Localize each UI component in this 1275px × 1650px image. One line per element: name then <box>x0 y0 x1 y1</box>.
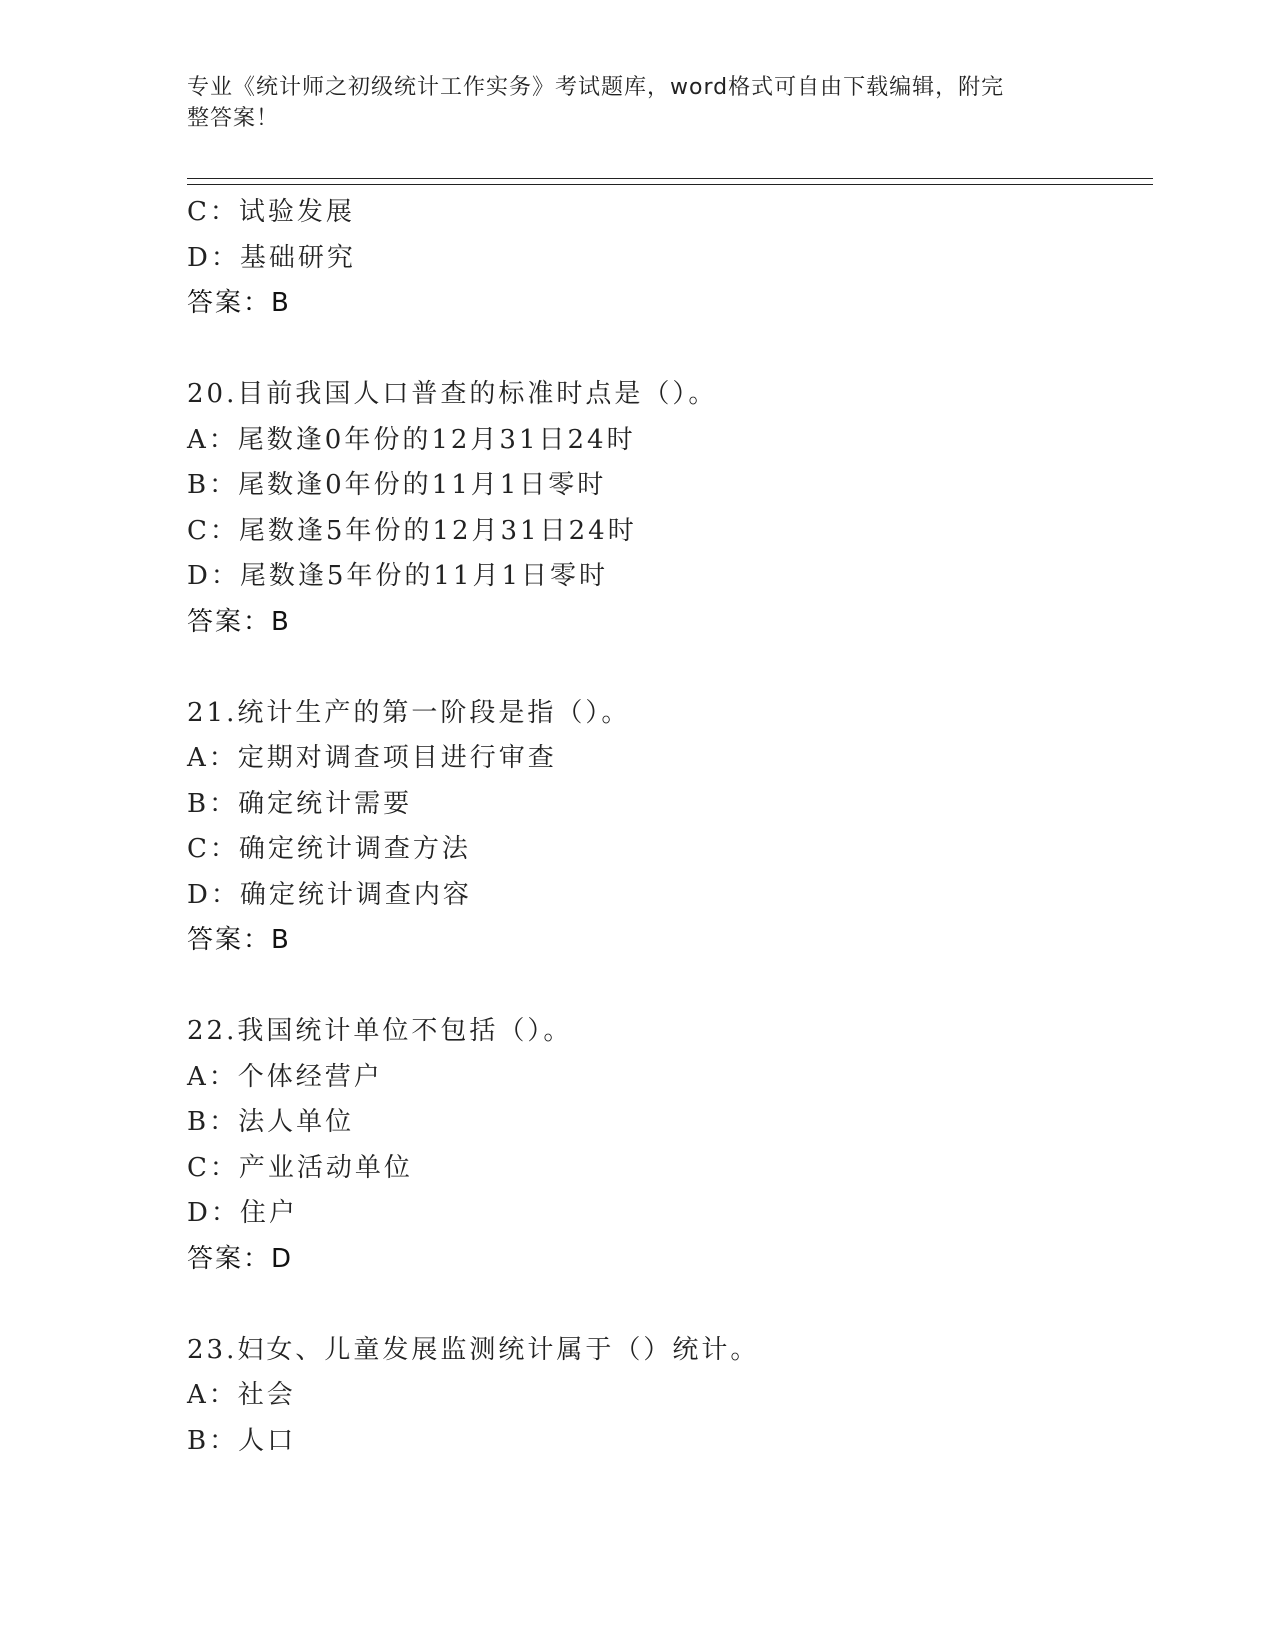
option-c: C：产业活动单位 <box>187 1152 413 1183</box>
spacer <box>187 964 1147 1010</box>
answer-line: 答案：B <box>187 288 291 318</box>
page-header <box>187 72 1067 134</box>
option-a: A：个体经营户 <box>187 1061 383 1092</box>
option-a: A：尾数逢0年份的12月31日24时 <box>187 424 636 455</box>
option-b: B：确定统计需要 <box>187 788 413 819</box>
answer-line: 答案：D <box>187 1243 294 1274</box>
option-d: D：基础研究 <box>187 242 356 273</box>
spacer <box>187 327 1147 373</box>
question-20 <box>187 372 1147 645</box>
answer-line: 答案：B <box>187 606 291 637</box>
question-23 <box>187 1328 1147 1465</box>
question-stem: 21.统计生产的第一阶段是指（）。 <box>187 697 631 728</box>
question-stem: 23.妇女、儿童发展监测统计属于（）统计。 <box>187 1334 760 1365</box>
option-c: C：尾数逢5年份的12月31日24时 <box>187 515 637 546</box>
option-c: C：试验发展 <box>187 197 355 227</box>
spacer <box>187 645 1147 691</box>
question-list <box>187 190 1147 1464</box>
question-22 <box>187 1009 1147 1282</box>
header-line-1: 专业《统计师之初级统计工作实务》考试题库，word格式可自由下载编辑，附完 <box>187 75 1005 100</box>
option-c: C：确定统计调查方法 <box>187 834 471 864</box>
header-line-2: 整答案！ <box>187 106 280 131</box>
question-19-continued <box>187 190 1147 327</box>
option-d: D：尾数逢5年份的11月1日零时 <box>187 561 609 591</box>
option-a: A：定期对调查项目进行审查 <box>187 743 557 773</box>
option-b: B：尾数逢0年份的11月1日零时 <box>187 470 607 500</box>
answer-line: 答案：B <box>187 925 291 955</box>
spacer <box>187 1282 1147 1328</box>
question-stem: 22.我国统计单位不包括（）。 <box>187 1016 573 1046</box>
question-stem: 20.目前我国人口普查的标准时点是（）。 <box>187 379 718 409</box>
option-a: A：社会 <box>187 1380 296 1410</box>
question-21 <box>187 691 1147 964</box>
option-b: B：法人单位 <box>187 1107 355 1137</box>
option-b: B：人口 <box>187 1425 297 1456</box>
option-d: D：确定统计调查内容 <box>187 879 472 910</box>
option-d: D：住户 <box>187 1198 298 1228</box>
header-double-rule <box>187 178 1153 185</box>
